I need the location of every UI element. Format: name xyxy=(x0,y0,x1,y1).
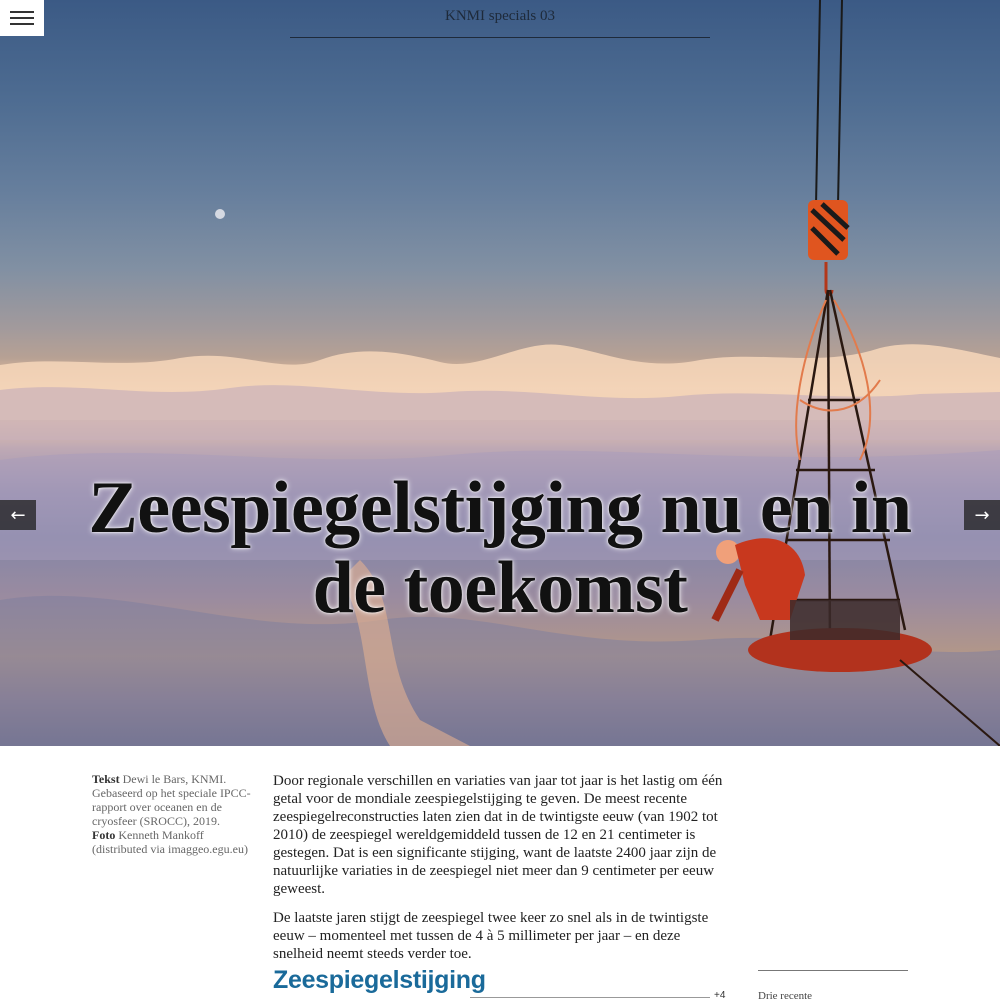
previous-arrow-icon[interactable]: ← xyxy=(0,500,36,530)
sidebar-text: Drie recente xyxy=(758,990,813,1000)
credit-photo-value: Kenneth Mankoff (distributed via imaggeo.egu.eu) xyxy=(92,828,248,856)
hamburger-menu-icon[interactable] xyxy=(0,0,44,36)
moon xyxy=(215,209,225,219)
article-paragraph: Door regionale verschillen en variaties van jaar tot jaar is het lastig om één getal voor de mondiale zeespiegelstijging te geven. De meest recente zeespiegelreconstructies laten zien dat in de twintigste eeuw (van 1902 tot 2010) de zeespiegel wereldgemiddeld tussen de 12 en 21 centimeter is gestegen. Dat is een significante stijging, want de laatste 2400 jaar zijn de natuurlijke variaties in de zeespiegel niet meer dan 9 centimeter per eeuw geweest. xyxy=(273,773,723,897)
series-kicker: KNMI specials 03 xyxy=(290,8,710,38)
page-title: Zeespiegelstijging nu en in de toekomst xyxy=(88,467,912,629)
article-paragraph: De laatste jaren stijgt de zeespiegel twee keer zo snel als in de twintigste eeuw – momenteel met tussen de 4 à 5 millimeter per jaar – en deze snelheid neemt steeds verder toe. xyxy=(273,910,709,962)
chart-tick-label: +4 xyxy=(714,990,726,1000)
next-arrow-icon[interactable]: → xyxy=(964,500,1000,530)
article-body xyxy=(273,772,733,974)
credit-text-label: Tekst xyxy=(92,772,120,786)
credit-photo-label: Foto xyxy=(92,828,116,842)
sidebar-divider xyxy=(758,970,908,971)
chart-axis-line xyxy=(470,997,710,998)
section-heading: Zeespiegelstijging xyxy=(273,966,486,994)
credit-text-value: Dewi le Bars, KNMI. Gebaseerd op het speciale IPCC-rapport over oceanen en de cryosfeer (SROCC), 2019. xyxy=(92,772,251,828)
article-credits xyxy=(92,772,252,856)
